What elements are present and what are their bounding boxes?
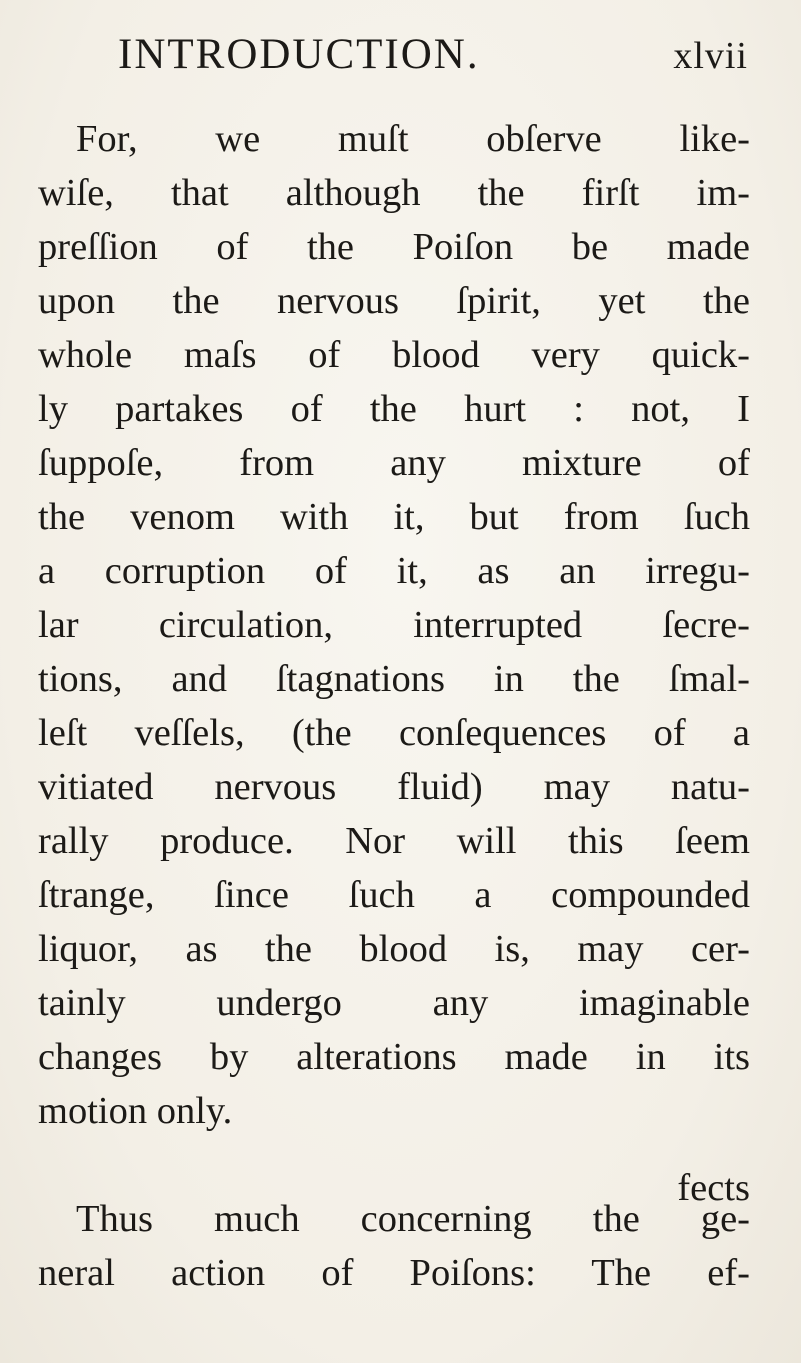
text-line: preſſion of the Poiſon be made — [38, 226, 750, 268]
paragraph-2 — [38, 1192, 750, 1300]
paragraph-gap — [38, 1138, 750, 1192]
text-line: rally produce. Nor will this ſeem — [38, 820, 750, 862]
text-line: motion only. — [38, 1090, 233, 1132]
text-line: neral action of Poiſons: The ef- — [38, 1252, 750, 1294]
text-line: ſuppoſe, from any mixture of — [38, 442, 750, 484]
text-line: For, we muſt obſerve like- — [76, 118, 750, 160]
text-line: whole maſs of blood very quick- — [38, 334, 750, 376]
paragraph-1 — [38, 112, 750, 1138]
text-line: the venom with it, but from ſuch — [38, 496, 750, 538]
text-line: liquor, as the blood is, may cer- — [38, 928, 750, 970]
text-line: lar circulation, interrupted ſecre- — [38, 604, 750, 646]
text-line: tainly undergo any imaginable — [38, 982, 750, 1024]
text-line: a corruption of it, as an irregu- — [38, 550, 750, 592]
running-head — [118, 30, 748, 90]
text-line: Thus much concerning the ge- — [76, 1198, 750, 1240]
chapter-title: INTRODUCTION. — [118, 31, 480, 78]
catchword: fects — [677, 1167, 750, 1209]
text-line: vitiated nervous fluid) may natu- — [38, 766, 750, 808]
text-line: tions, and ſtagnations in the ſmal- — [38, 658, 750, 700]
text-line: changes by alterations made in its — [38, 1036, 750, 1078]
text-line: upon the nervous ſpirit, yet the — [38, 280, 750, 322]
text-line: ly partakes of the hurt : not, I — [38, 388, 750, 430]
text-line: wiſe, that although the firſt im- — [38, 172, 750, 214]
text-line: leſt veſſels, (the conſequences of a — [38, 712, 750, 754]
text-line: ſtrange, ſince ſuch a compounded — [38, 874, 750, 916]
body-text — [38, 112, 750, 1300]
page-number: xlvii — [673, 35, 748, 77]
